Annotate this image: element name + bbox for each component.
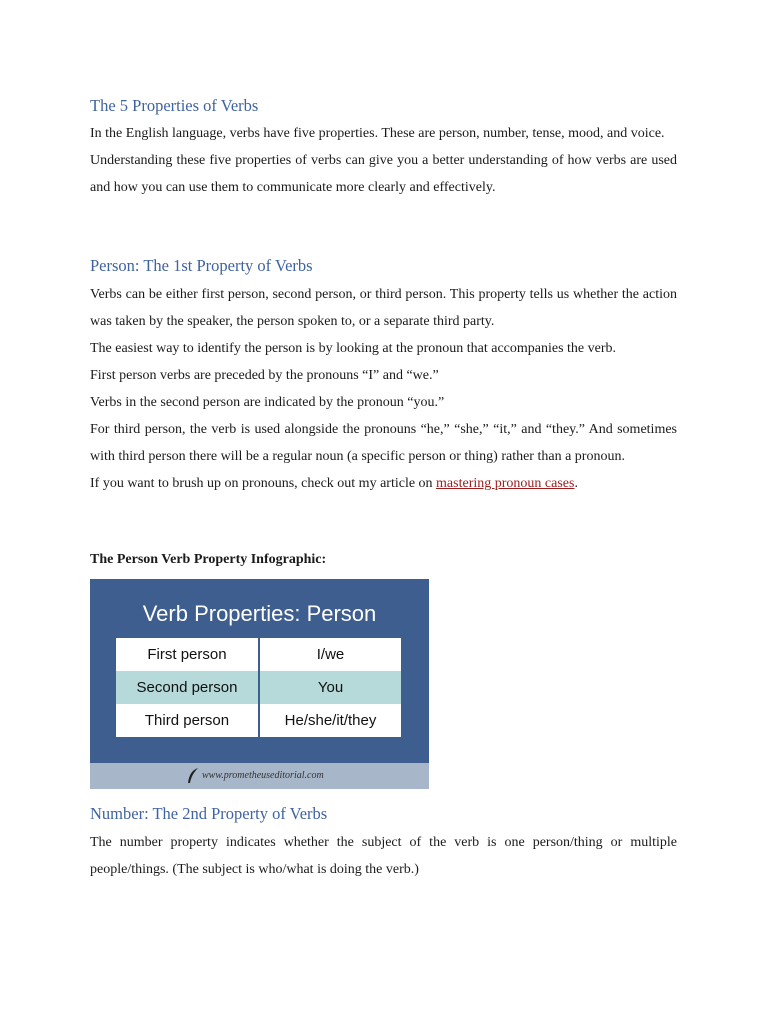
table-row (116, 638, 401, 671)
table-cell-label: Third person (116, 704, 258, 737)
infographic-footer (90, 763, 429, 789)
table-cell-value: I/we (260, 638, 401, 671)
table-cell-label: First person (116, 638, 258, 671)
link-sentence-prefix: If you want to brush up on pronouns, check out my article on (90, 476, 437, 491)
person-infographic (90, 579, 429, 789)
intro-paragraph-1: In the English language, verbs have five properties. These are person, number, tense, mood, and voice. (90, 126, 665, 141)
number-paragraph-1: The number property indicates whether the subject of the verb is one person/thing or multiple people/things. (The subject is who/what is doing the verb.) (90, 835, 677, 877)
heading-number-property: Number: The 2nd Property of Verbs (90, 804, 328, 823)
person-paragraph-3: First person verbs are preceded by the pronouns “I” and “we.” (90, 368, 439, 383)
person-paragraph-5: For third person, the verb is used alongside the pronouns “he,” “she,” “it,” and “they.” And sometimes with third person there will be a regular noun (a specific person or thing) rather than a pronoun. (90, 422, 677, 464)
number-block (90, 829, 677, 883)
table-row (116, 704, 401, 737)
person-block (90, 281, 677, 497)
mastering-pronoun-cases-link[interactable]: mastering pronoun cases (436, 476, 575, 491)
infographic-table (116, 638, 401, 737)
infographic-title: Verb Properties: Person (142, 601, 377, 626)
heading-properties-of-verbs: The 5 Properties of Verbs (90, 96, 259, 115)
person-paragraph-6 (90, 470, 677, 497)
infographic-footer-url: www.prometheuseditorial.com (202, 770, 324, 781)
heading-person-property: Person: The 1st Property of Verbs (90, 256, 313, 275)
intro-block (90, 120, 677, 201)
table-cell-label: Second person (116, 671, 258, 704)
link-sentence-suffix: . (574, 476, 578, 491)
person-paragraph-1: Verbs can be either first person, second person, or third person. This property tells us whether the action was taken by the speaker, the person spoken to, or a separate third party. (90, 287, 677, 329)
table-cell-value: You (260, 671, 401, 704)
person-paragraph-2: The easiest way to identify the person is by looking at the pronoun that accompanies the verb. (90, 341, 617, 356)
table-row (116, 671, 401, 704)
infographic-label: The Person Verb Property Infographic: (90, 552, 327, 567)
person-paragraph-4: Verbs in the second person are indicated by the pronoun “you.” (90, 395, 445, 410)
quill-icon (186, 767, 200, 785)
intro-paragraph-2: Understanding these five properties of verbs can give you a better understanding of how verbs are used and how you can use them to communicate more clearly and effectively. (90, 153, 677, 195)
table-cell-value: He/she/it/they (260, 704, 401, 737)
